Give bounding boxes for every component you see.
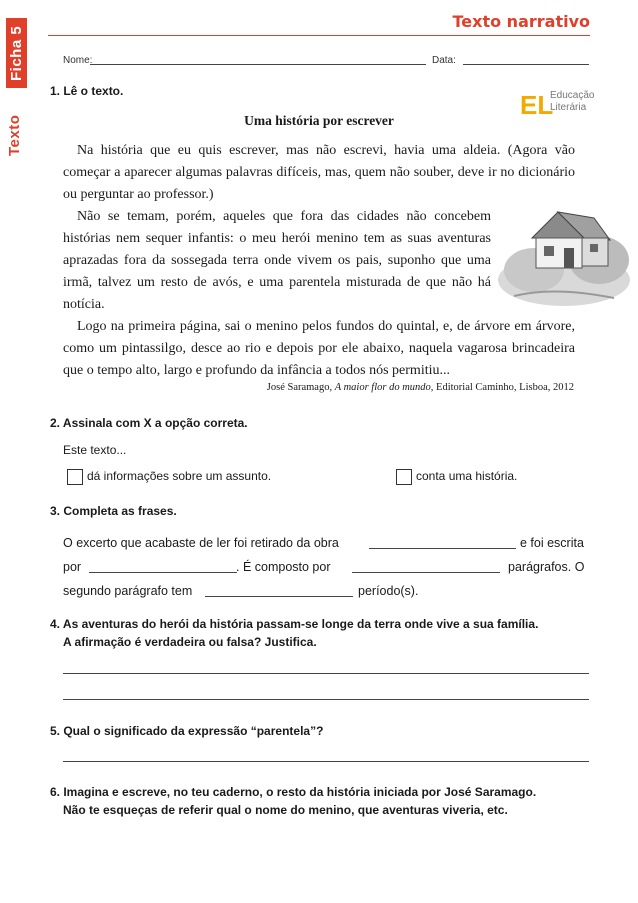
- date-field[interactable]: [463, 64, 589, 65]
- story-paragraph-2: [63, 206, 491, 316]
- paragraph-3-text: Logo na primeira página, sai o menino pelos fundos do quintal, e, de árvore em árvore, como um pintassilgo, desce ao rio e depois por ele abaixo, naquela vagarosa brincadeira que o tempo alto, largo e profundo da infância a todos nós permitiu...: [63, 319, 575, 378]
- q2-label: 2. Assinala com X a opção correta.: [50, 416, 248, 430]
- logo-line2: Literária: [550, 102, 587, 113]
- q4-answer-line-2[interactable]: [63, 699, 589, 700]
- q4-answer-line-1[interactable]: [63, 673, 589, 674]
- q3-blank-author[interactable]: [89, 572, 237, 573]
- q3-s1b: e foi escrita: [520, 536, 584, 550]
- texto-label: Texto: [6, 114, 23, 156]
- q3-s3a: segundo parágrafo tem: [63, 584, 193, 598]
- q2-stem: Este texto...: [63, 443, 127, 457]
- story-title: Uma história por escrever: [244, 113, 394, 128]
- q3-blank-paragraphs[interactable]: [352, 572, 500, 573]
- name-label: Nome:: [63, 55, 93, 66]
- q3-s2a: por: [63, 560, 82, 574]
- q5-answer-line[interactable]: [63, 761, 589, 762]
- page-title: Texto narrativo: [452, 12, 590, 31]
- logo-letters: EL: [520, 90, 554, 120]
- q6-label-2: Não te esqueças de referir qual o nome do menino, que aventuras viveria, etc.: [63, 803, 508, 817]
- q2-option-a: [67, 469, 271, 485]
- option-a-label: dá informações sobre um assunto.: [87, 469, 272, 484]
- q3-blank-periods[interactable]: [205, 596, 353, 597]
- q3-label: 3. Completa as frases.: [50, 504, 177, 518]
- paragraph-1-text: Na história que eu quis escrever, mas não escrevi, havia uma aldeia. (Agora vão começar a aparecer algumas palavras difíceis, mas, quem não souber, deve ir no dicionário ou perguntar ao professor.): [63, 143, 575, 202]
- paragraph-2-text: Não se temam, porém, aqueles que fora das cidades não concebem histórias nem sequer infantis: o meu herói menino tem as suas aventuras aprazadas fora da sossegada terra onde vivem os pais, suponho que uma irmã, talvez um resto de avós, e uma parentela misturada de que não há notícia.: [63, 209, 491, 312]
- header-divider: [48, 35, 590, 36]
- q3-s3b: período(s).: [358, 584, 419, 598]
- q3-s2c: parágrafos. O: [508, 560, 585, 574]
- story-paragraph-1: [63, 140, 575, 206]
- q3-blank-work[interactable]: [369, 548, 516, 549]
- citation-author: José Saramago,: [266, 382, 335, 393]
- q6-label: 6. Imagina e escreve, no teu caderno, o resto da história iniciada por José Saramago.: [50, 785, 537, 799]
- q2-option-b: [396, 469, 517, 485]
- q3-s1a: O excerto que acabaste de ler foi retirado da obra: [63, 536, 339, 550]
- house-illustration: [494, 200, 634, 308]
- q3-s2b: . É composto por: [236, 560, 331, 574]
- citation-rest: , Editorial Caminho, Lisboa, 2012: [430, 382, 574, 393]
- citation-work: A maior flor do mundo: [334, 382, 431, 393]
- story-paragraph-3: [63, 316, 575, 382]
- option-b-label: conta uma história.: [416, 469, 518, 484]
- q1-label: 1. Lê o texto.: [50, 84, 124, 98]
- q4-label-2: A afirmação é verdadeira ou falsa? Justifica.: [63, 635, 317, 649]
- option-a-checkbox[interactable]: [67, 469, 83, 485]
- q4-label: 4. As aventuras do herói da história passam-se longe da terra onde vive a sua família.: [50, 617, 539, 631]
- ficha-label: Ficha 5: [6, 18, 27, 88]
- date-label: Data:: [432, 55, 456, 66]
- q5-label: 5. Qual o significado da expressão “parentela”?: [50, 724, 324, 738]
- citation: [267, 382, 574, 393]
- name-field[interactable]: [90, 64, 426, 65]
- logo-line1: Educação: [550, 90, 595, 101]
- option-b-checkbox[interactable]: [396, 469, 412, 485]
